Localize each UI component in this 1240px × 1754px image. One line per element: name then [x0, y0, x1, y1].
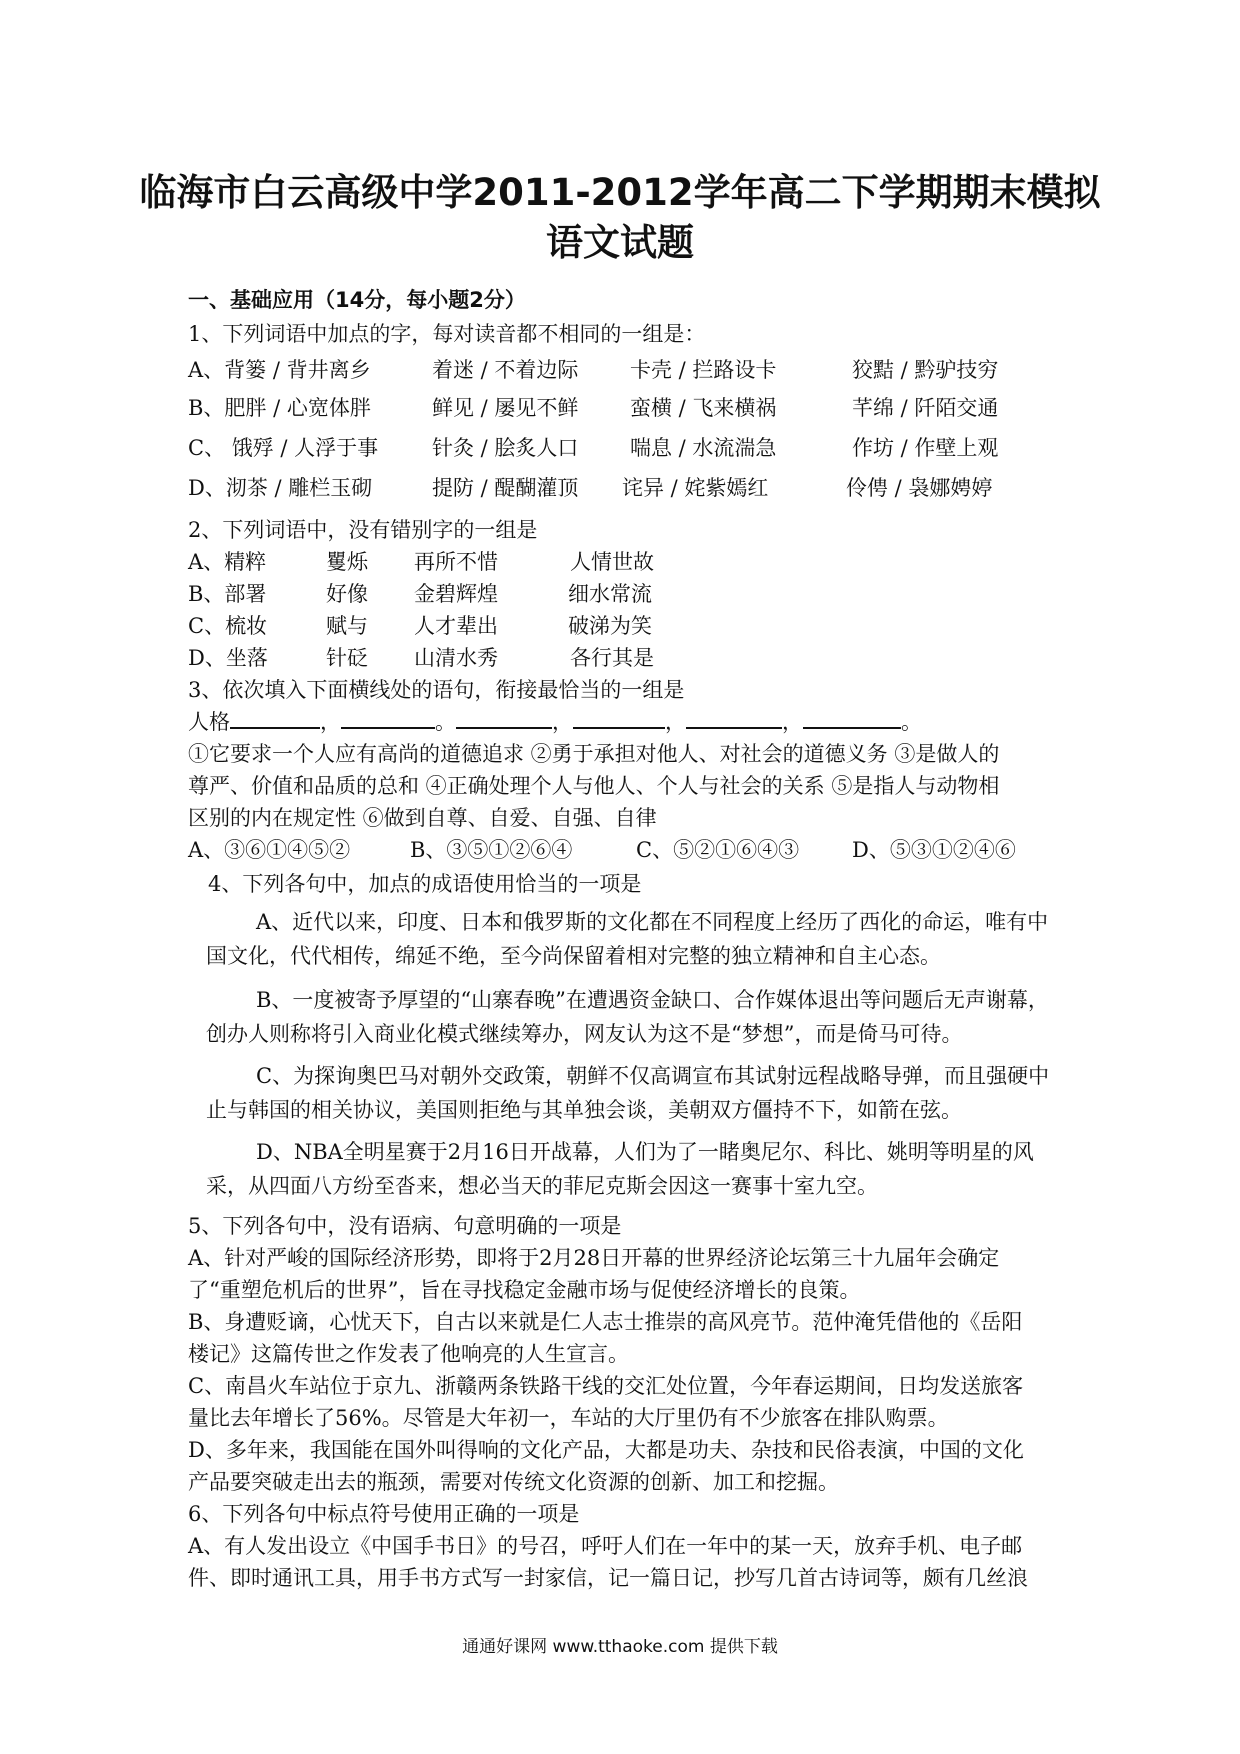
q3-separator: ，	[782, 710, 803, 734]
q3-separator: 。	[901, 710, 922, 734]
q5-option-line: D、多年来，我国能在国外叫得响的文化产品，大都是功夫、杂技和民俗表演，中国的文化	[188, 1438, 1024, 1462]
q1-cell: 作坊 / 作壁上观	[852, 436, 999, 460]
q1-cell: C、 饿殍 / 人浮于事	[188, 436, 379, 460]
q3-separator: ，	[320, 710, 341, 734]
q2-cell: A、精粹	[188, 550, 267, 574]
section-heading: 一、基础应用（14分，每小题2分）	[188, 288, 526, 312]
q4-option-line: 创办人则称将引入商业化模式继续筹办，网友认为这不是“梦想”，而是倚马可待。	[206, 1022, 963, 1046]
q1-cell: 提防 / 醍醐灌顶	[432, 476, 579, 500]
q3-option: C、⑤②①⑥④③	[636, 838, 800, 862]
q3-option: A、③⑥①④⑤②	[188, 838, 351, 862]
blank-line	[573, 709, 665, 729]
question-6-stem: 6、下列各句中标点符号使用正确的一项是	[188, 1502, 580, 1526]
q2-cell: 破涕为笑	[568, 614, 652, 638]
blank-line	[341, 709, 435, 729]
q2-cell: D、坐落	[188, 646, 268, 670]
q1-cell: 蛮横 / 飞来横祸	[630, 396, 777, 420]
q2-cell: 人情世故	[570, 550, 654, 574]
question-5-stem: 5、下列各句中，没有语病、句意明确的一项是	[188, 1214, 622, 1238]
q5-option-line: 量比去年增长了56%。尽管是大年初一，车站的大厅里仍有不少旅客在排队购票。	[188, 1406, 949, 1430]
q3-separator: 。	[435, 710, 456, 734]
q5-option-line: B、身遭贬谪，心忧天下，自古以来就是仁人志士推崇的高风亮节。范仲淹凭借他的《岳阳	[188, 1310, 1023, 1334]
q6-option-line: A、有人发出设立《中国手书日》的号召，呼吁人们在一年中的某一天，放弃手机、电子邮	[188, 1534, 1023, 1558]
q4-option-line: C、为探询奥巴马对朝外交政策，朝鲜不仅高调宣布其试射远程战略导弹，而且强硬中	[256, 1064, 1050, 1088]
q1-cell: A、背篓 / 背井离乡	[188, 358, 371, 382]
q1-cell: 针灸 / 脍炙人口	[432, 436, 579, 460]
q4-option-line: 止与韩国的相关协议，美国则拒绝与其单独会谈，美朝双方僵持不下，如箭在弦。	[206, 1098, 962, 1122]
q2-cell: 各行其是	[570, 646, 654, 670]
blank-line	[456, 709, 552, 729]
page-footer: 通通好课网 www.tthaoke.com 提供下载	[462, 1637, 778, 1657]
q3-option: B、③⑤①②⑥④	[410, 838, 573, 862]
q5-option-line: 楼记》这篇传世之作发表了他响亮的人生宣言。	[188, 1342, 629, 1366]
q2-cell: C、梳妆	[188, 614, 268, 638]
q2-cell: 金碧辉煌	[414, 582, 498, 606]
question-1-stem: 1、下列词语中加点的字，每对读音都不相同的一组是：	[188, 322, 706, 346]
q2-cell: 山清水秀	[414, 646, 498, 670]
q4-option-line: D、NBA全明星赛于2月16日开战幕，人们为了一睹奥尼尔、科比、姚明等明星的风	[256, 1140, 1034, 1164]
q2-cell: B、部署	[188, 582, 267, 606]
q3-prefix: 人格	[188, 710, 230, 734]
q1-cell: 狡黠 / 黔驴技穷	[852, 358, 999, 382]
q3-candidate-line: 区别的内在规定性 ⑥做到自尊、自爱、自强、自律	[188, 806, 657, 830]
question-4-stem: 4、下列各句中，加点的成语使用恰当的一项是	[208, 872, 642, 896]
q4-option-line: A、近代以来，印度、日本和俄罗斯的文化都在不同程度上经历了西化的命运，唯有中	[256, 910, 1049, 934]
q2-cell: 再所不惜	[414, 550, 498, 574]
q3-option: D、⑤③①②④⑥	[852, 838, 1016, 862]
question-3-stem: 3、依次填入下面横线处的语句，衔接最恰当的一组是	[188, 678, 685, 702]
q1-cell: D、沏茶 / 雕栏玉砌	[188, 476, 373, 500]
q1-cell: 伶俜 / 袅娜娉婷	[846, 476, 993, 500]
q2-cell: 人才辈出	[414, 614, 498, 638]
q1-cell: 诧异 / 姹紫嫣红	[622, 476, 769, 500]
q4-option-line: B、一度被寄予厚望的“山寨春晚”在遭遇资金缺口、合作媒体退出等问题后无声谢幕，	[256, 988, 1049, 1012]
q3-separator: ，	[665, 710, 686, 734]
q5-option-line: A、针对严峻的国际经济形势，即将于2月28日开幕的世界经济论坛第三十九届年会确定	[188, 1246, 1000, 1270]
q6-option-line: 件、即时通讯工具，用手书方式写一封家信，记一篇日记，抄写几首古诗词等，颇有几丝浪	[188, 1566, 1028, 1590]
q1-cell: 芊绵 / 阡陌交通	[852, 396, 999, 420]
blank-line	[686, 709, 782, 729]
question-2-stem: 2、下列词语中，没有错别字的一组是	[188, 518, 538, 542]
exam-title: 临海市白云高级中学2011-2012学年高二下学期期末模拟	[139, 171, 1101, 214]
exam-subtitle: 语文试题	[546, 221, 694, 264]
q1-cell: B、肥胖 / 心宽体胖	[188, 396, 371, 420]
q2-cell: 矍烁	[326, 550, 368, 574]
q2-cell: 赋与	[326, 614, 368, 638]
q3-separator: ，	[552, 710, 573, 734]
q2-cell: 细水常流	[568, 582, 652, 606]
q1-cell: 着迷 / 不着边际	[432, 358, 579, 382]
q4-option-line: 采，从四面八方纷至沓来，想必当天的菲尼克斯会因这一赛事十室九空。	[206, 1174, 878, 1198]
blank-line	[803, 709, 901, 729]
q5-option-line: 产品要突破走出去的瓶颈，需要对传统文化资源的创新、加工和挖掘。	[188, 1470, 839, 1494]
blank-line	[230, 709, 320, 729]
q3-candidate-line: 尊严、价值和品质的总和 ④正确处理个人与他人、个人与社会的关系 ⑤是指人与动物相	[188, 774, 1000, 798]
q5-option-line: 了“重塑危机后的世界”，旨在寻找稳定金融市场与促使经济增长的良策。	[188, 1278, 861, 1302]
q4-option-line: 国文化，代代相传，绵延不绝，至今尚保留着相对完整的独立精神和自主心态。	[206, 944, 941, 968]
q1-cell: 卡壳 / 拦路设卡	[630, 358, 777, 382]
q1-cell: 鲜见 / 屡见不鲜	[432, 396, 579, 420]
q3-candidate-line: ①它要求一个人应有高尚的道德追求 ②勇于承担对他人、对社会的道德义务 ③是做人的	[188, 742, 1000, 766]
q5-option-line: C、南昌火车站位于京九、浙赣两条铁路干线的交汇处位置，今年春运期间，日均发送旅客	[188, 1374, 1024, 1398]
q2-cell: 好像	[326, 582, 368, 606]
q3-fill-blanks	[188, 706, 922, 736]
q1-cell: 喘息 / 水流湍急	[630, 436, 777, 460]
q2-cell: 针砭	[326, 646, 368, 670]
